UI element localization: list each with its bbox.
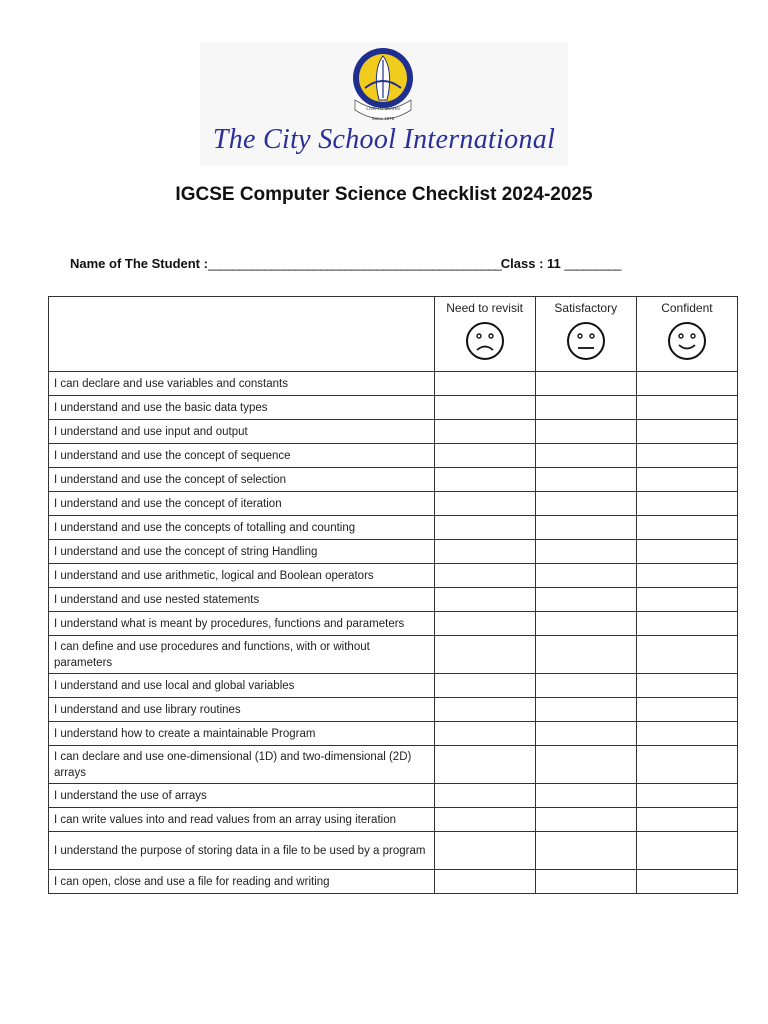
checklist-item-text: I understand and use library routines (49, 698, 435, 722)
crest-year: Since 1978 (371, 116, 395, 121)
checklist-item-text: I understand what is meant by procedures, functions and parameters (49, 612, 435, 636)
class-label: Class : 11 (500, 256, 561, 271)
rating-cell-confident[interactable] (636, 396, 737, 420)
school-crest-logo (345, 44, 421, 126)
rating-cell-satisfactory[interactable] (535, 516, 636, 540)
rating-cell-need-to-revisit[interactable] (434, 564, 535, 588)
rating-cell-need-to-revisit[interactable] (434, 674, 535, 698)
rating-cell-confident[interactable] (636, 564, 737, 588)
table-row (49, 746, 738, 784)
checklist-item-text: I understand the use of arrays (49, 784, 435, 808)
rating-cell-confident[interactable] (636, 588, 737, 612)
rating-cell-satisfactory[interactable] (535, 372, 636, 396)
table-row (49, 444, 738, 468)
table-row (49, 420, 738, 444)
checklist-item-text: I can declare and use one-dimensional (1D) and two-dimensional (2D) arrays (49, 746, 435, 784)
checklist-body (49, 372, 738, 894)
table-row (49, 516, 738, 540)
rating-cell-satisfactory[interactable] (535, 612, 636, 636)
page-title: IGCSE Computer Science Checklist 2024-2025 (175, 184, 593, 205)
rating-cell-satisfactory[interactable] (535, 674, 636, 698)
table-row (49, 636, 738, 674)
table-row (49, 468, 738, 492)
checklist-item-text: I can write values into and read values from an array using iteration (49, 808, 435, 832)
rating-cell-confident[interactable] (636, 808, 737, 832)
checklist-item-text: I understand the purpose of storing data in a file to be used by a program (49, 832, 435, 870)
column-header-confident (636, 297, 737, 372)
rating-cell-satisfactory[interactable] (535, 468, 636, 492)
rating-cell-satisfactory[interactable] (535, 396, 636, 420)
rating-cell-need-to-revisit[interactable] (434, 516, 535, 540)
item-column-header (49, 297, 435, 372)
checklist-item-text: I understand and use the concept of sequence (49, 444, 435, 468)
rating-cell-satisfactory[interactable] (535, 588, 636, 612)
rating-cell-confident[interactable] (636, 674, 737, 698)
checklist-item-text: I understand and use local and global variables (49, 674, 435, 698)
rating-cell-satisfactory[interactable] (535, 698, 636, 722)
rating-cell-confident[interactable] (636, 698, 737, 722)
checklist-item-text: I understand and use the concepts of totalling and counting (49, 516, 435, 540)
column-label: Need to revisit (446, 301, 523, 315)
rating-cell-satisfactory[interactable] (535, 832, 636, 870)
rating-cell-need-to-revisit[interactable] (434, 468, 535, 492)
crest-motto: LIVE TO LEARN (366, 106, 400, 111)
rating-cell-satisfactory[interactable] (535, 808, 636, 832)
rating-cell-confident[interactable] (636, 444, 737, 468)
checklist-item-text: I can define and use procedures and functions, with or without parameters (49, 636, 435, 674)
checklist-item-text: I understand and use the concept of iteration (49, 492, 435, 516)
checklist-item-text: I can declare and use variables and constants (49, 372, 435, 396)
table-row (49, 784, 738, 808)
table-row (49, 492, 738, 516)
table-row (49, 722, 738, 746)
rating-cell-confident[interactable] (636, 420, 737, 444)
table-row (49, 396, 738, 420)
rating-cell-confident[interactable] (636, 516, 737, 540)
rating-cell-need-to-revisit[interactable] (434, 784, 535, 808)
student-info-line (70, 256, 620, 271)
rating-cell-confident[interactable] (636, 492, 737, 516)
rating-cell-need-to-revisit[interactable] (434, 698, 535, 722)
checklist-table (48, 296, 738, 894)
rating-cell-need-to-revisit[interactable] (434, 492, 535, 516)
rating-cell-confident[interactable] (636, 784, 737, 808)
table-row (49, 808, 738, 832)
rating-cell-need-to-revisit[interactable] (434, 808, 535, 832)
column-label: Satisfactory (554, 301, 618, 315)
rating-cell-confident[interactable] (636, 870, 737, 894)
rating-cell-need-to-revisit[interactable] (434, 722, 535, 746)
rating-cell-satisfactory[interactable] (535, 540, 636, 564)
checklist-item-text: I can open, close and use a file for reading and writing (49, 870, 435, 894)
school-name: The City School International (212, 124, 556, 155)
happy-face-icon (667, 321, 707, 361)
table-row (49, 674, 738, 698)
rating-cell-confident[interactable] (636, 832, 737, 870)
rating-cell-confident[interactable] (636, 540, 737, 564)
table-row (49, 540, 738, 564)
checklist-item-text: I understand and use the concept of string Handling (49, 540, 435, 564)
student-name-label: Name of The Student : (70, 256, 208, 271)
rating-cell-need-to-revisit[interactable] (434, 832, 535, 870)
checklist-item-text: I understand and use the concept of selection (49, 468, 435, 492)
checklist-item-text: I understand how to create a maintainable Program (49, 722, 435, 746)
rating-cell-satisfactory[interactable] (535, 444, 636, 468)
rating-cell-confident[interactable] (636, 722, 737, 746)
column-header-satisfactory (535, 297, 636, 372)
rating-cell-need-to-revisit[interactable] (434, 588, 535, 612)
rating-cell-confident[interactable] (636, 636, 737, 674)
rating-cell-need-to-revisit[interactable] (434, 540, 535, 564)
rating-cell-need-to-revisit[interactable] (434, 444, 535, 468)
table-row (49, 698, 738, 722)
rating-cell-need-to-revisit[interactable] (434, 420, 535, 444)
rating-cell-satisfactory[interactable] (535, 746, 636, 784)
column-header-need-to-revisit (434, 297, 535, 372)
rating-cell-need-to-revisit[interactable] (434, 372, 535, 396)
rating-cell-confident[interactable] (636, 612, 737, 636)
class-field[interactable]: _________ (564, 256, 621, 271)
rating-cell-need-to-revisit[interactable] (434, 612, 535, 636)
rating-cell-satisfactory[interactable] (535, 722, 636, 746)
rating-cell-satisfactory[interactable] (535, 870, 636, 894)
sad-face-icon (465, 321, 505, 361)
rating-cell-satisfactory[interactable] (535, 784, 636, 808)
table-row (49, 612, 738, 636)
neutral-face-icon (566, 321, 606, 361)
student-name-field[interactable]: _______________________________________________ (207, 256, 501, 271)
table-row (49, 564, 738, 588)
rating-cell-satisfactory[interactable] (535, 564, 636, 588)
rating-cell-need-to-revisit[interactable] (434, 746, 535, 784)
column-label: Confident (661, 301, 713, 315)
checklist-item-text: I understand and use nested statements (49, 588, 435, 612)
table-row (49, 870, 738, 894)
table-header-row (49, 297, 738, 372)
rating-cell-confident[interactable] (636, 372, 737, 396)
table-row (49, 588, 738, 612)
rating-cell-satisfactory[interactable] (535, 420, 636, 444)
rating-cell-need-to-revisit[interactable] (434, 870, 535, 894)
school-logo-header (200, 42, 568, 166)
rating-cell-satisfactory[interactable] (535, 636, 636, 674)
checklist-item-text: I understand and use the basic data types (49, 396, 435, 420)
rating-cell-need-to-revisit[interactable] (434, 396, 535, 420)
rating-cell-confident[interactable] (636, 468, 737, 492)
checklist-item-text: I understand and use arithmetic, logical and Boolean operators (49, 564, 435, 588)
rating-cell-confident[interactable] (636, 746, 737, 784)
rating-cell-need-to-revisit[interactable] (434, 636, 535, 674)
rating-cell-satisfactory[interactable] (535, 492, 636, 516)
table-row (49, 832, 738, 870)
checklist-item-text: I understand and use input and output (49, 420, 435, 444)
table-row (49, 372, 738, 396)
